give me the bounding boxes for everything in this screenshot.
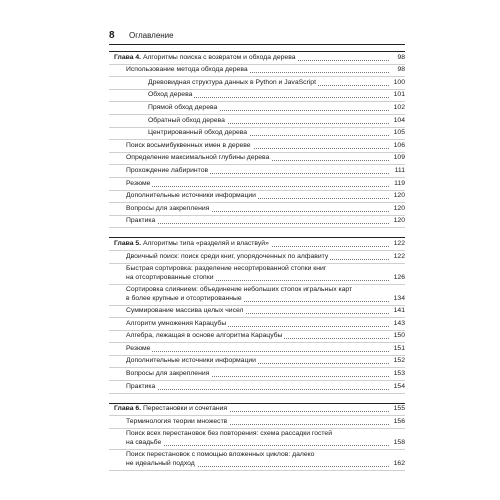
page-ref: 154 — [393, 382, 405, 390]
toc-entry[interactable] — [109, 381, 405, 394]
dot-leader — [126, 186, 389, 187]
toc-entry-title: Центрированный обход дерева — [148, 129, 248, 137]
page-ref: 122 — [393, 252, 405, 260]
table-of-contents — [109, 51, 405, 480]
page-ref: 98 — [397, 53, 405, 61]
toc-entry[interactable] — [109, 153, 405, 166]
toc-entry[interactable] — [109, 203, 405, 216]
toc-entry-title: Обход дерева — [148, 91, 193, 99]
page-ref: 162 — [393, 459, 405, 467]
toc-entry-title: Двоичный поиск: поиск среди книг, упорядоченных по алфавиту — [126, 252, 329, 260]
running-head: Оглавление — [129, 31, 174, 40]
page-ref: 105 — [393, 129, 405, 137]
chapter-heading[interactable] — [109, 237, 405, 251]
toc-entry[interactable] — [109, 65, 405, 78]
dot-leader — [126, 223, 389, 224]
page-ref: 155 — [393, 405, 405, 413]
toc-entry-title: Прямой обход дерева — [148, 103, 218, 111]
page-ref: 152 — [393, 357, 405, 365]
toc-entry-title: Древовидная структура данных в Python и JavaScript — [148, 78, 316, 86]
toc-entry-title: Поиск всех перестановок без повторения: схема рассадки гостей на свадьбе — [126, 430, 333, 446]
toc-entry[interactable] — [109, 343, 405, 356]
toc-entry[interactable] — [109, 128, 405, 141]
page-ref: 141 — [393, 307, 405, 315]
page-number: 8 — [109, 30, 115, 41]
toc-entry-title: Алгебра, лежащая в основе алгоритма Карацубы — [126, 332, 283, 340]
toc-entry[interactable] — [109, 306, 405, 319]
toc-entry[interactable] — [109, 416, 405, 429]
toc-entry-title: Обратный обход дерева — [148, 116, 225, 124]
chapter-label: Глава 5. — [114, 239, 142, 247]
dot-leader — [126, 445, 389, 446]
page-ref: 111 — [394, 166, 405, 174]
toc-entry[interactable] — [109, 115, 405, 128]
toc-entry[interactable] — [109, 191, 405, 204]
page-ref: 109 — [393, 154, 405, 162]
toc-entry-title: Поиск перестановок с помощью вложенных циклов: далеко не идеальный подход — [126, 451, 315, 467]
toc-entry-title: Дополнительные источники информации — [126, 357, 256, 365]
page-ref: 122 — [393, 239, 405, 247]
toc-chapter — [109, 237, 405, 393]
toc-entry-title: Практика — [126, 217, 156, 225]
toc-entry[interactable] — [109, 251, 405, 264]
toc-entry-title: Вопросы для закрепления — [126, 204, 210, 212]
toc-entry-title: Практика — [126, 382, 156, 390]
toc-entry-title: Терминология теории множеств — [126, 417, 228, 425]
toc-entry[interactable] — [109, 140, 405, 153]
page-ref: 158 — [393, 438, 405, 446]
toc-entry[interactable] — [109, 216, 405, 229]
page-ref: 156 — [393, 417, 405, 425]
toc-entry[interactable] — [109, 264, 405, 285]
toc-entry[interactable] — [109, 368, 405, 381]
page-ref: 100 — [393, 78, 405, 86]
page-ref: 106 — [393, 141, 405, 149]
page-ref: 119 — [394, 179, 405, 187]
toc-entry-title: Сортировка слиянием: объединение небольших стопок игральных карт в более крупные и отсортированные — [126, 286, 353, 302]
toc-entry-title: Поиск восьмибуквенных имен в дереве — [126, 141, 251, 149]
toc-entry[interactable] — [109, 102, 405, 115]
page-ref: 143 — [393, 319, 405, 327]
toc-entry-title: Суммирование массива целых чисел — [126, 307, 244, 315]
toc-entry-title: Резюме — [126, 179, 151, 187]
chapter-label: Глава 4. — [114, 53, 142, 61]
toc-entry[interactable] — [109, 331, 405, 344]
dot-leader — [126, 389, 389, 390]
toc-entry[interactable] — [109, 77, 405, 90]
toc-entry-title: Вопросы для закрепления — [126, 370, 210, 378]
toc-chapter — [109, 51, 405, 228]
page-ref: 153 — [393, 370, 405, 378]
toc-entry[interactable] — [109, 165, 405, 178]
page-ref: 102 — [393, 103, 405, 111]
page-ref: 134 — [393, 294, 405, 302]
page-ref: 98 — [397, 66, 405, 74]
toc-entry[interactable] — [109, 356, 405, 369]
page-ref: 120 — [393, 217, 405, 225]
toc-entry[interactable] — [109, 178, 405, 191]
page-ref: 151 — [393, 344, 405, 352]
toc-entry-title: Резюме — [126, 344, 151, 352]
page-ref: 120 — [393, 204, 405, 212]
toc-entry-title: Алгоритм умножения Карацубы — [126, 319, 227, 327]
toc-entry[interactable] — [109, 450, 405, 471]
chapter-title: Перестановки и сочетания — [142, 405, 228, 413]
dot-leader — [126, 351, 389, 352]
chapter-title: Алгоритмы типа «разделяй и властвуй» — [142, 239, 269, 247]
chapter-title: Алгоритмы поиска с возвратом и обхода дерева — [142, 53, 296, 61]
toc-chapter — [109, 403, 405, 471]
toc-entry[interactable] — [109, 429, 405, 450]
toc-entry-title: Определение максимальной глубины дерева — [126, 154, 270, 162]
toc-entry-title: Быстрая сортировка: разделение несортированной стопки книг на отсортированные стопки — [126, 265, 327, 281]
page-ref: 150 — [393, 332, 405, 340]
page-ref: 104 — [393, 116, 405, 124]
toc-entry-title: Использование метода обхода дерева — [126, 66, 248, 74]
toc-entry-title: Дополнительные источники информации — [126, 192, 256, 200]
chapter-label: Глава 6. — [114, 405, 142, 413]
page-ref: 101 — [393, 91, 405, 99]
page-ref: 120 — [393, 192, 405, 200]
page-ref: 126 — [393, 273, 405, 281]
toc-entry-title: Прохождение лабиринтов — [126, 166, 209, 174]
page-header — [109, 30, 405, 45]
chapter-heading[interactable] — [109, 51, 405, 65]
toc-entry[interactable] — [109, 285, 405, 306]
chapter-heading[interactable] — [109, 403, 405, 417]
toc-entry[interactable] — [109, 90, 405, 103]
toc-entry[interactable] — [109, 318, 405, 331]
